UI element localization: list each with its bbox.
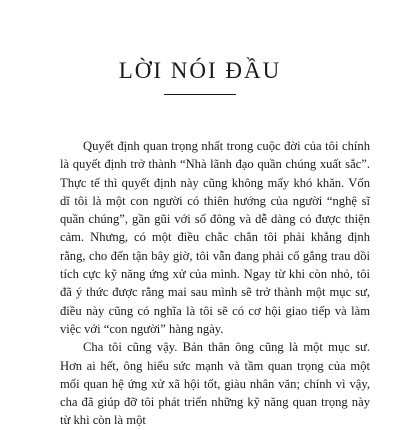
title-divider xyxy=(164,94,236,95)
paragraph-2: Cha tôi cũng vậy. Bản thân ông cũng là một mục sư. Hơn ai hết, ông hiểu sức mạnh và tầm quan trọng của một mối quan hệ ứng xử xã hội tốt, giàu nhân văn; chính vì vậy, cha đã giúp đỡ tôi phát triển những kỹ năng quan trọng này từ khi còn là một xyxy=(60,340,370,428)
body-text xyxy=(60,137,370,430)
paragraph-1: Quyết định quan trọng nhất trong cuộc đời của tôi chính là quyết định trở thành “Nhà lãnh đạo quần chúng xuất sắc”. Thực tế thì quyết định này cũng không mấy khó khăn. Vốn dĩ tôi là một con người có thiên hướng của người “nghệ sĩ quần chúng”, gần gũi với số đông và dễ dàng có được thiện cảm. Nhưng, có một điều chắc chắn tôi phải khẳng định rằng, cho đến tận bây giờ, tôi vẫn đang phải cố gắng trau dồi tích cực kỹ năng ứng xử của mình. Ngay từ khi còn nhỏ, tôi đã ý thức được rằng mai sau mình sẽ trở thành một mục sư, điều này cũng có nghĩa là tôi sẽ có cơ hội giao tiếp và làm việc với “con người” hàng ngày. xyxy=(60,139,370,336)
page-title: LỜI NÓI ĐẦU xyxy=(118,58,282,83)
